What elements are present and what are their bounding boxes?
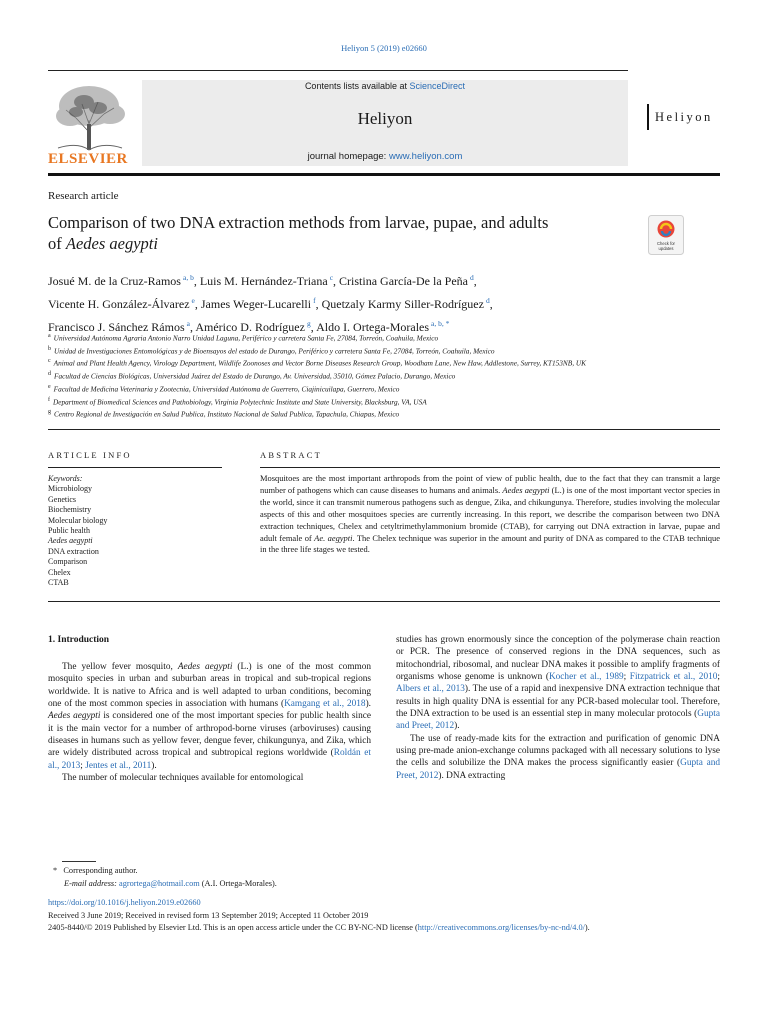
author-separator: , xyxy=(333,274,340,288)
text: ; xyxy=(717,672,720,683)
author-name: Luis M. Hernández-Triana xyxy=(199,274,328,288)
abstract-heading: ABSTRACT xyxy=(260,450,322,460)
author-affiliation-marker[interactable]: a, b, * xyxy=(431,319,450,328)
affiliation-key: c xyxy=(48,358,51,365)
citation-link[interactable]: Roldán et al., 2013 xyxy=(48,748,371,771)
affiliation-item xyxy=(48,344,728,357)
keyword-item: Biochemistry xyxy=(48,505,92,515)
svg-text:updates: updates xyxy=(658,246,674,251)
footnote-star: * xyxy=(53,866,58,875)
author-affiliation-marker[interactable]: d xyxy=(485,296,490,305)
article-type: Research article xyxy=(48,190,119,202)
citation-link[interactable]: Gupta and Preet, 2012 xyxy=(396,709,720,732)
sciencedirect-link[interactable]: ScienceDirect xyxy=(409,81,466,91)
affiliation-key: d xyxy=(48,371,51,378)
journal-name: Heliyon xyxy=(357,109,413,128)
author-affiliation-marker[interactable]: a xyxy=(186,319,190,328)
paragraph xyxy=(48,661,371,772)
text: ). xyxy=(365,699,371,710)
doi-link[interactable]: https://doi.org/10.1016/j.heliyon.2019.e02660 xyxy=(48,898,201,907)
keyword-item: Molecular biology xyxy=(48,515,108,525)
keyword-item: Public health xyxy=(48,526,90,536)
text: is considered one of the most important species for public health since it is the main vector for a number of arthropod-borne viruses (arboviruses) causing diseases in humans such as yellow fever, dengue fever, chikungunya, and Zika, which are widely distributed across tropical and subtropical regions worldwide ( xyxy=(48,711,372,759)
affiliation-key: e xyxy=(48,383,51,390)
section-heading-introduction: 1. Introduction xyxy=(48,635,110,645)
text: ; xyxy=(623,672,630,683)
author-separator: , xyxy=(315,297,322,311)
author-separator: , xyxy=(473,274,477,288)
affiliation-list xyxy=(48,331,728,420)
keywords-block xyxy=(48,474,222,588)
author-name: Josué M. de la Cruz-Ramos xyxy=(48,274,181,288)
citation-link[interactable]: Kamgang et al., 2018 xyxy=(284,699,366,710)
article-info-rule xyxy=(48,467,222,468)
abstract-rule xyxy=(260,467,720,468)
affiliation-text: Universidad Autónoma Agraria Antonio Narro Unidad Laguna, Periférico y carretera Santa Fe, 27084, Torreón, Coahuila, Mexico xyxy=(53,333,439,343)
footnote xyxy=(48,865,720,890)
affiliation-text: Facultad de Medicina Veterinaria y Zootecnia, Universidad Autónoma de Guerrero, Ciajinicuilapa, Guerrero, Mexico xyxy=(53,384,400,394)
keyword-list xyxy=(48,484,222,588)
abstract-part: (L.) is one of the most important vector species in the world, since it can transmit numerous pathogens such as dengue, Zika, and chikungunya. Therefore, studies involving the molecular aspects of this and other mosquitoes species are currently increasing. In this report, we describe the comparison between two DNA extraction techniques, Chelex and cetyltrimethylammonium bromide (CTAB), for carrying out DNA extraction in larvae, pupae and adult female of xyxy=(260,484,721,543)
text: (L.) is one of the most common mosquito species in urban and suburban areas in tropical and sub-tropical regions worldwide. It is native to Africa and is well adapted to urban conditions, becoming one of the most common species in association with humans ( xyxy=(48,662,371,710)
elsevier-wordmark: ELSEVIER xyxy=(48,151,128,167)
affiliation-text: Department of Biomedical Sciences and Pathobiology, Virginia Polytechnic Institute and State University, Blacksburg, VA, USA xyxy=(53,397,427,407)
species: Aedes aegypti xyxy=(177,662,233,672)
info-bottom-rule xyxy=(48,601,720,602)
article-info-heading: ARTICLE INFO xyxy=(48,450,132,460)
corresponding-label: Corresponding author. xyxy=(63,866,138,875)
author-name: Aldo I. Ortega-Morales xyxy=(316,320,430,334)
author-name: Cristina García-De la Peña xyxy=(339,274,468,288)
affiliation-text: Animal and Plant Health Agency, Virology Department, Wildlife Zoonoses and Vector Borne Diseases Research Group, Woodham Lane, New Haw, Addlestone, Surrey, KT153NB, UK xyxy=(53,358,587,368)
received-dates: Received 3 June 2019; Received in revised form 13 September 2019; Accepted 11 October 2019 xyxy=(48,910,369,920)
check-updates-label: Check for xyxy=(657,241,675,246)
abstract-part: . The Chelex technique was superior in the amount and purity of DNA as compared to the CTAB technique in the three life stages we tested. xyxy=(260,532,720,555)
author-affiliation-marker[interactable]: a, b xyxy=(182,273,194,282)
author-separator: , xyxy=(193,274,200,288)
corresponding-line xyxy=(48,865,720,878)
footnote-rule xyxy=(62,861,96,862)
body-column-right xyxy=(396,634,720,782)
citation-link[interactable]: Fitzpatrick et al., 2010 xyxy=(629,672,718,683)
author-name: Américo D. Rodríguez xyxy=(195,320,305,334)
abstract-part: Mosquitoes are the most important arthropods from the point of view of public health, due to the fact that they can transmit a large number of pathogens which can cause diseases to humans and animals. xyxy=(260,473,720,495)
paragraph xyxy=(396,634,720,733)
masthead-bottom-rule xyxy=(48,173,720,176)
author-affiliation-marker[interactable]: c xyxy=(329,273,334,282)
email-label: E-mail address: xyxy=(64,878,117,888)
author-list xyxy=(48,268,728,337)
contents-available-line xyxy=(142,81,628,91)
keyword-item: DNA extraction xyxy=(48,546,99,556)
abstract-species: Ae. aegypti xyxy=(314,532,353,543)
affiliation-key: f xyxy=(48,396,50,403)
abstract-species: Aedes aegypti xyxy=(502,484,550,495)
paragraph: The number of molecular techniques available for entomological xyxy=(62,773,304,784)
affiliation-item xyxy=(48,407,728,420)
affiliation-key: a xyxy=(48,333,51,339)
author-affiliation-marker[interactable]: d xyxy=(469,273,474,282)
keyword-item: Aedes aegypti xyxy=(48,536,93,546)
text: ; xyxy=(80,760,86,771)
keyword-item: Comparison xyxy=(48,557,88,567)
check-for-updates-icon[interactable] xyxy=(648,215,684,255)
text: The yellow fever mosquito, xyxy=(62,662,178,672)
affiliation-text: Unidad de Investigaciones Entomológicas y de Bioensayos del estado de Durango, Periférico y carretera Santa Fe, 27084, Torreón, Coahuila, Mexico xyxy=(54,346,495,356)
author-affiliation-marker[interactable]: g xyxy=(306,319,311,328)
keywords-label: Keywords: xyxy=(48,474,83,483)
citation-link[interactable]: Gupta and Preet, 2012 xyxy=(396,758,720,781)
title-species: Aedes aegypti xyxy=(65,234,158,253)
author-name: James Weger-Lucarelli xyxy=(200,297,312,311)
keyword-item: CTAB xyxy=(48,578,69,588)
text: studies has grown enormously since the conception of the polymerase chain reaction or PCR. The presence of conserved regions in the DNA sequences, such as mitochondrial, ribosomal, and nuclear DNA makes it possible to amplify fragments of organisms whose genome is unknown ( xyxy=(396,635,720,683)
publication-info xyxy=(48,897,728,935)
homepage-prefix: journal homepage: xyxy=(307,151,387,162)
author-name: Francisco J. Sánchez Rámos xyxy=(48,320,185,334)
article-title xyxy=(48,212,628,254)
text: ). The use of a rapid and inexpensive DNA extraction technique that results in high quality DNA is essential for any PCR-based molecular tool. Therefore, the DNA extraction to be used is an essential step in many molecular protocols ( xyxy=(396,684,720,720)
citation-link[interactable]: Albers et al., 2013 xyxy=(396,684,465,695)
license-prefix: 2405-8440/© 2019 Published by Elsevier Ltd. This is an open access article under the CC BY-NC-ND license ( xyxy=(48,923,418,932)
author-affiliation-marker[interactable]: e xyxy=(191,296,195,305)
author-affiliation-marker[interactable]: f xyxy=(313,296,316,305)
info-top-rule xyxy=(48,429,720,430)
affiliation-item xyxy=(48,356,728,369)
masthead-top-rule xyxy=(48,70,628,71)
paragraph xyxy=(396,733,720,782)
author-name: Vicente H. González-Álvarez xyxy=(48,297,190,311)
email-suffix: (A.I. Ortega-Morales). xyxy=(199,878,277,888)
abstract-text xyxy=(260,473,720,556)
title-line-2-prefix: of xyxy=(48,234,66,253)
keyword-item: Microbiology xyxy=(48,484,92,494)
email-line xyxy=(48,878,720,891)
species: Aedes aegypti xyxy=(48,711,101,722)
citation-link[interactable]: Jentes et al., 2011 xyxy=(85,760,152,771)
text: ). xyxy=(151,760,157,771)
text: ). DNA extracting xyxy=(438,770,506,781)
keyword-item: Chelex xyxy=(48,567,71,577)
affiliation-text: Centro Regional de Investigación en Salud Publica, Instituto Nacional de Salud Publica, Tapachula, Chiapas, Mexico xyxy=(54,409,400,419)
email-link[interactable]: agrortega@hotmail.com xyxy=(119,878,200,888)
affiliation-text: Facultad de Ciencias Biológicas, Universidad Juárez del Estado de Durango, Av. Universidad, 35010, Gómez Palacio, Durango, Mexico xyxy=(54,371,456,381)
author-separator: , xyxy=(189,320,196,334)
license-suffix: ). xyxy=(584,923,590,932)
keyword-item: Genetics xyxy=(48,494,76,504)
affiliation-item xyxy=(48,395,728,408)
author-separator: , xyxy=(310,320,317,334)
license-line xyxy=(48,922,728,935)
citation-link[interactable]: Kocher et al., 1989 xyxy=(548,672,624,683)
affiliation-item xyxy=(48,382,728,395)
affiliation-item xyxy=(48,369,728,382)
affiliation-key: g xyxy=(48,409,51,416)
affiliation-item xyxy=(48,331,728,344)
body-column-left xyxy=(48,661,371,784)
text: The use of ready-made kits for the extraction and purification of genomic DNA using pre-made anion-exchange columns packaged with all necessary solutions to lyse the cells and solubilize the DNA makes the process significantly easier ( xyxy=(396,733,720,769)
contents-prefix: Contents lists available at xyxy=(304,81,407,91)
homepage-link[interactable]: www.heliyon.com xyxy=(388,151,463,162)
author-separator: , xyxy=(489,297,493,311)
author-separator: , xyxy=(194,297,201,311)
journal-mark: Heliyon xyxy=(655,110,713,124)
title-line-1: Comparison of two DNA extraction methods from larvae, pupae, and adults xyxy=(48,213,549,232)
license-link[interactable]: http://creativecommons.org/licenses/by-nc-nd/4.0/ xyxy=(417,923,585,932)
journal-homepage-line xyxy=(142,151,628,162)
author-name: Quetzaly Karmy Siller-Rodríguez xyxy=(321,297,484,311)
affiliation-key: b xyxy=(48,345,51,352)
text: ). xyxy=(454,721,460,732)
journal-reference[interactable]: Heliyon 5 (2019) e02660 xyxy=(341,43,427,53)
